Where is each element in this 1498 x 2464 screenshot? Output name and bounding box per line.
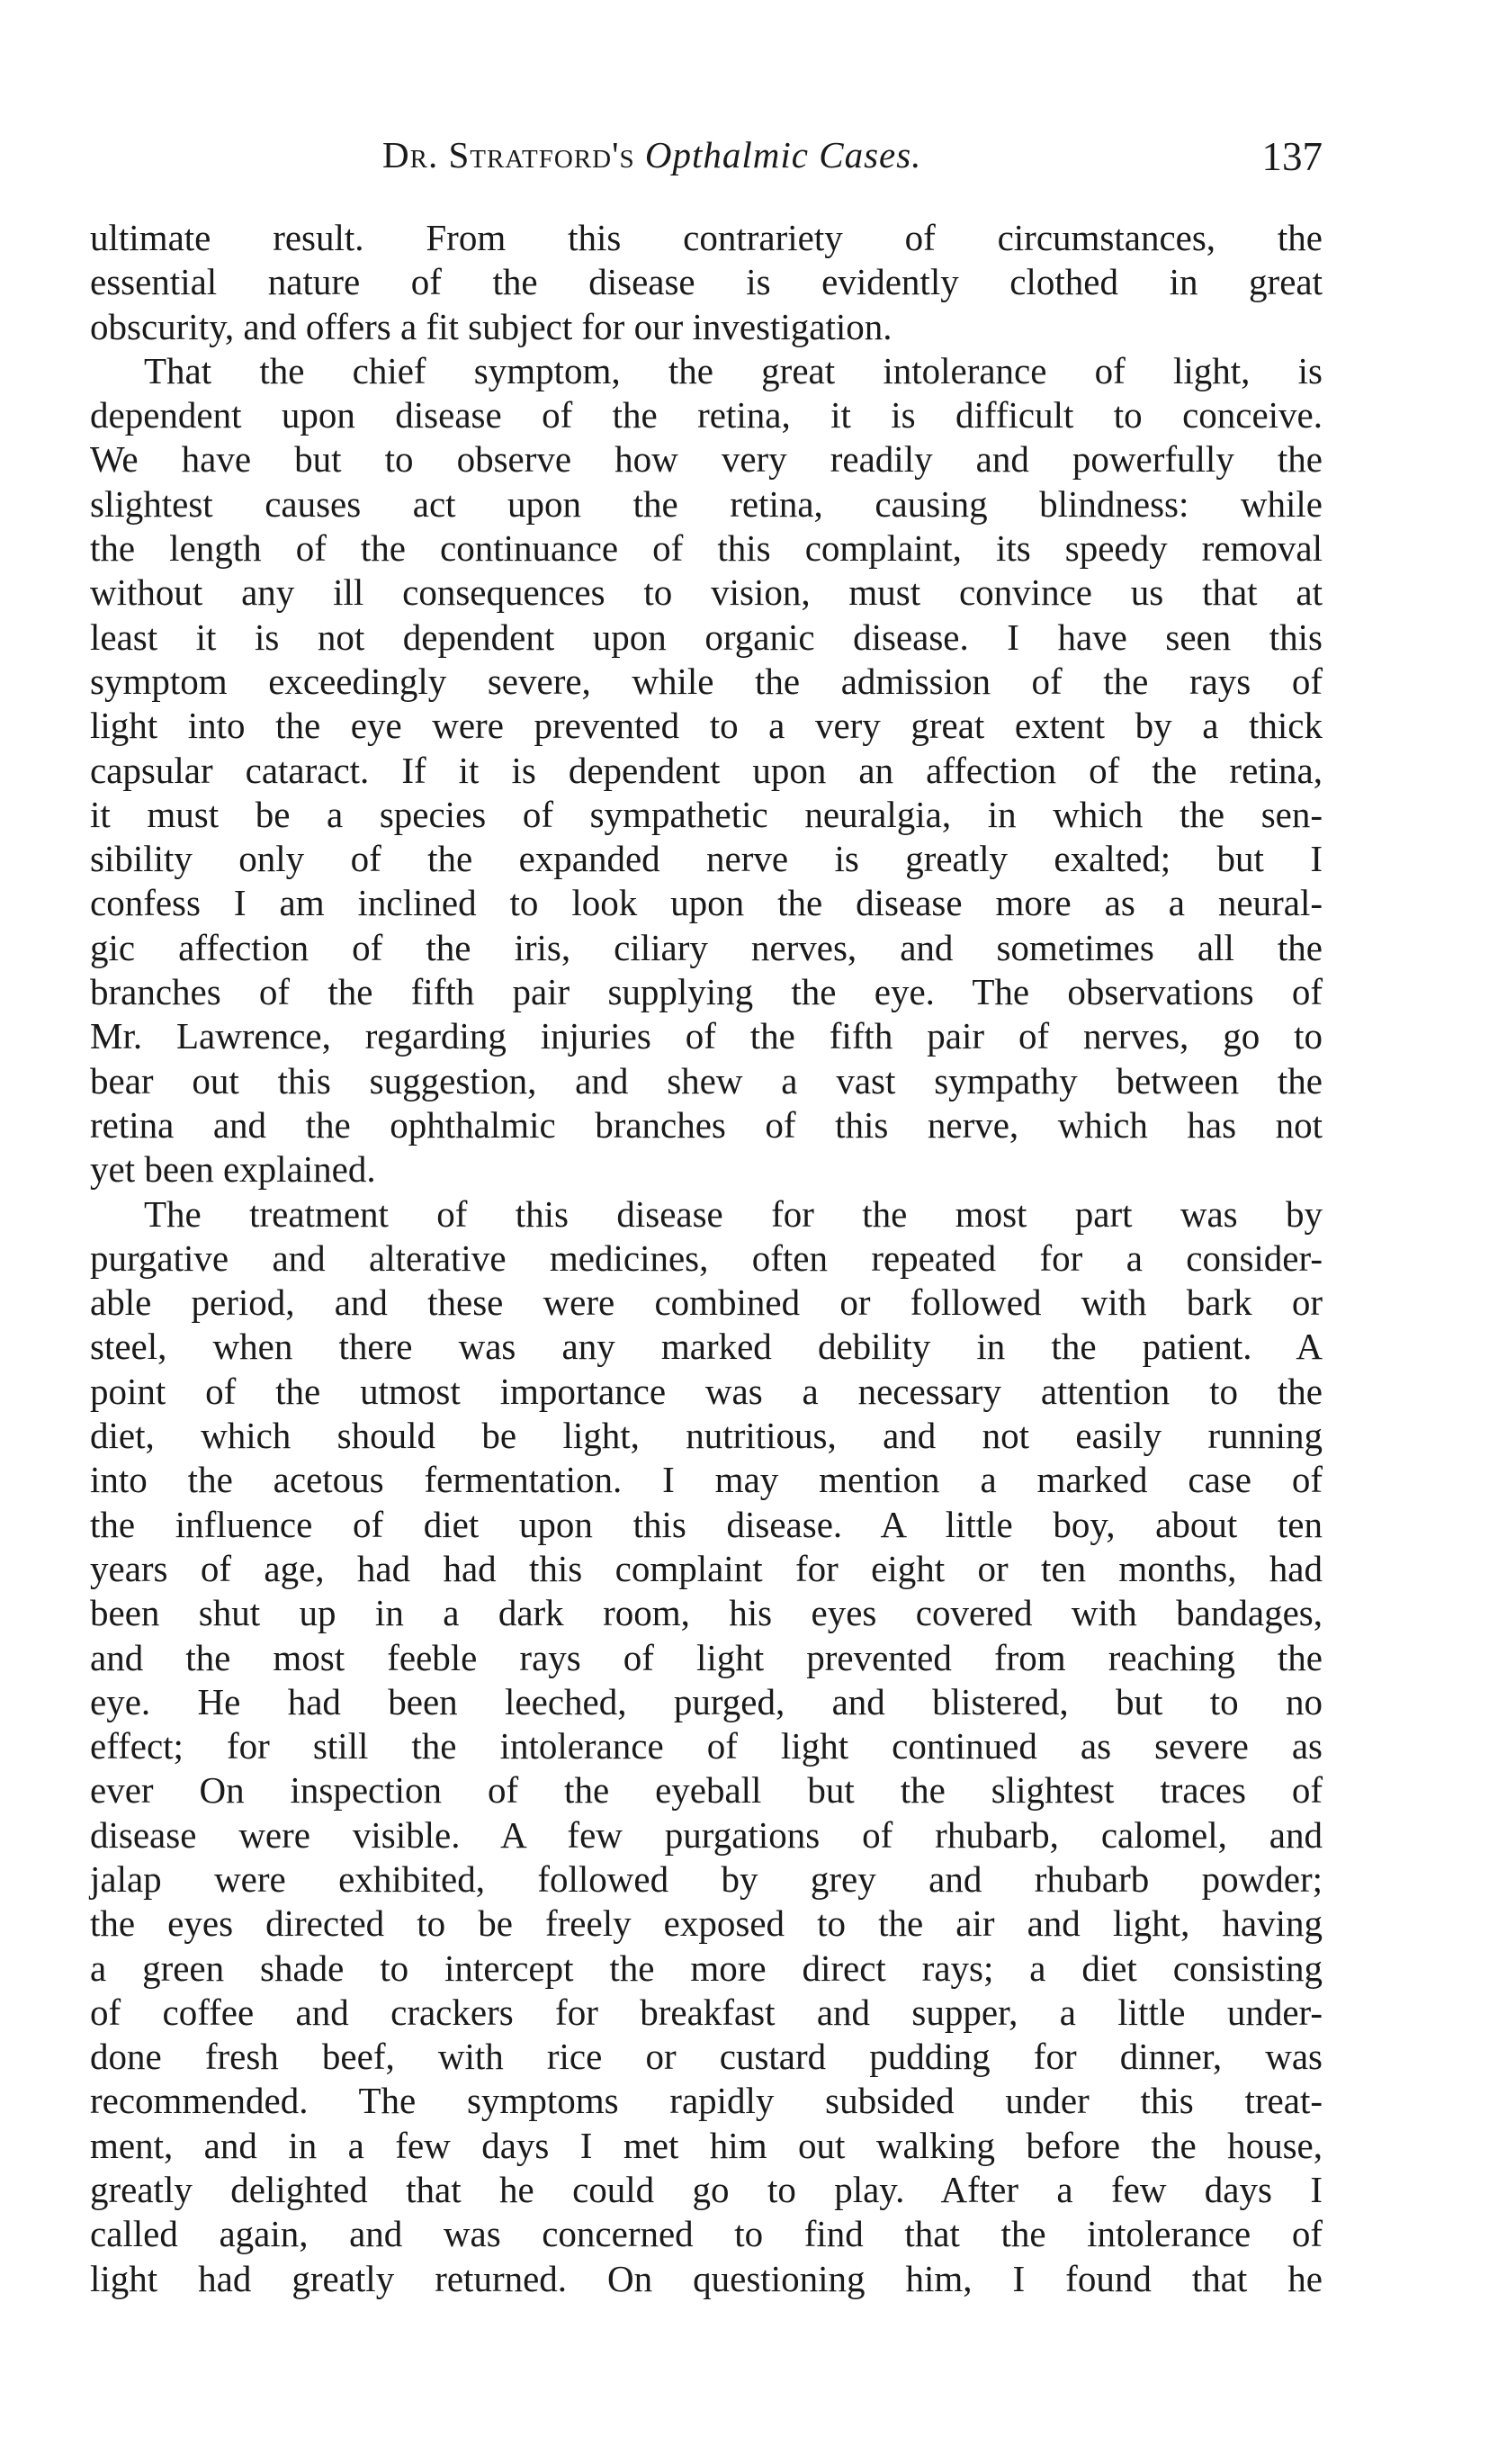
text-line: it must be a species of sympathetic neuralgia, in which the sen- [90, 793, 1323, 835]
text-line: without any ill consequences to vision, must convince us that at [90, 571, 1323, 614]
text-line: disease were visible. A few purgations of rhubarb, calomel, and [90, 1813, 1323, 1856]
text-line: dependent upon disease of the retina, it is difficult to conceive. [90, 394, 1323, 436]
page-header [90, 133, 1323, 187]
text-line: effect; for still the intolerance of light continued as severe as [90, 1725, 1323, 1767]
text-line: purgative and alterative medicines, often repeated for a consider- [90, 1236, 1323, 1279]
text-line: jalap were exhibited, followed by grey and rhubarb powder; [90, 1857, 1323, 1900]
text-line: capsular cataract. If it is dependent upon an affection of the retina, [90, 749, 1323, 791]
text-line: greatly delighted that he could go to play. After a few days I [90, 2169, 1323, 2211]
text-line: of coffee and crackers for breakfast and supper, a little under- [90, 1991, 1323, 2033]
running-title-subject: Opthalmic Cases. [644, 134, 922, 175]
text-line: into the acetous fermentation. I may mention a marked case of [90, 1459, 1323, 1501]
text-line: obscurity, and offers a fit subject for our investigation. [90, 305, 893, 347]
text-line: done fresh beef, with rice or custard pudding for dinner, was [90, 2036, 1323, 2078]
text-line: steel, when there was any marked debility in the patient. A [90, 1326, 1323, 1368]
text-line: branches of the fifth pair supplying the eye. The observations of [90, 971, 1323, 1013]
text-line: and the most feeble rays of light prevented from reaching the [90, 1636, 1323, 1678]
text-line: able period, and these were combined or followed with bark or [90, 1281, 1323, 1324]
text-line: confess I am inclined to look upon the disease more as a neural- [90, 882, 1323, 924]
page-number: 137 [1261, 134, 1323, 179]
text-line: light into the eye were prevented to a very great extent by a thick [90, 705, 1323, 747]
text-line: Mr. Lawrence, regarding injuries of the fifth pair of nerves, go to [90, 1015, 1323, 1057]
text-line: bear out this suggestion, and shew a vast sympathy between the [90, 1059, 1323, 1102]
text-line: slightest causes act upon the retina, causing blindness: while [90, 482, 1323, 525]
text-line: called again, and was concerned to find that the intolerance of [90, 2213, 1323, 2255]
body-text [90, 216, 1323, 2301]
running-title [382, 133, 921, 176]
text-line: recommended. The symptoms rapidly subsided under this treat- [90, 2080, 1323, 2122]
text-line: least it is not dependent upon organic disease. I have seen this [90, 616, 1323, 658]
text-line: ment, and in a few days I met him out walking before the house, [90, 2124, 1323, 2166]
text-line: sibility only of the expanded nerve is greatly exalted; but I [90, 838, 1323, 880]
text-line: We have but to observe how very readily and powerfully the [90, 438, 1323, 481]
text-line: the length of the continuance of this complaint, its speedy removal [90, 527, 1323, 570]
text-line: diet, which should be light, nutritious, and not easily running [90, 1415, 1323, 1457]
text-line: a green shade to intercept the more direct rays; a diet consisting [90, 1947, 1323, 1989]
text-line: That the chief symptom, the great intolerance of light, is [144, 349, 1323, 391]
text-line: the eyes directed to be freely exposed to the air and light, having [90, 1902, 1323, 1945]
text-line: point of the utmost importance was a necessary attention to the [90, 1370, 1323, 1412]
text-line: ever On inspection of the eyeball but the slightest traces of [90, 1769, 1323, 1812]
text-line: The treatment of this disease for the most part was by [144, 1192, 1323, 1235]
text-line: essential nature of the disease is evidently clothed in great [90, 261, 1323, 303]
text-line: retina and the ophthalmic branches of this nerve, which has not [90, 1103, 1323, 1146]
running-title-author: Dr. Stratford's [382, 134, 635, 175]
text-line: the influence of diet upon this disease. A little boy, about ten [90, 1503, 1323, 1545]
text-line: light had greatly returned. On questioning him, I found that he [90, 2257, 1323, 2299]
text-line: been shut up in a dark room, his eyes covered with bandages, [90, 1592, 1323, 1634]
text-line: symptom exceedingly severe, while the admission of the rays of [90, 660, 1323, 702]
text-line: yet been explained. [90, 1148, 376, 1191]
text-line: eye. He had been leeched, purged, and blistered, but to no [90, 1680, 1323, 1722]
text-line: years of age, had had this complaint for eight or ten months, had [90, 1547, 1323, 1589]
text-line: ultimate result. From this contrariety of circumstances, the [90, 217, 1323, 258]
text-line: gic affection of the iris, ciliary nerves, and sometimes all the [90, 926, 1323, 968]
